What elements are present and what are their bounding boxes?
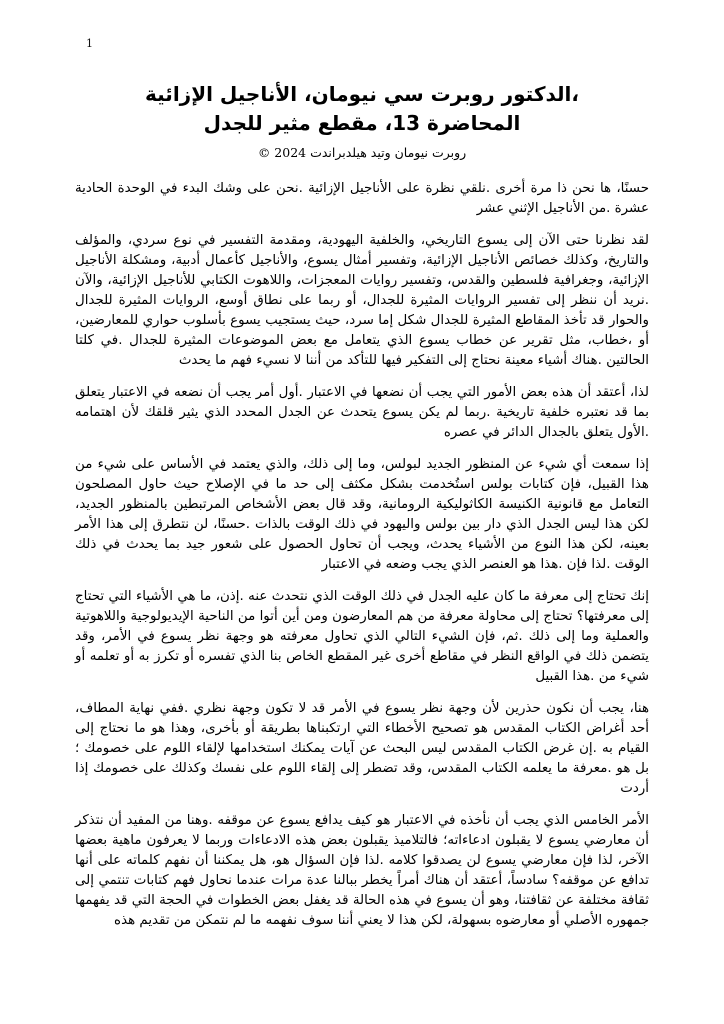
document-content bbox=[75, 80, 649, 943]
document-title-line1: ،الدكتور روبرت سي نيومان، الأناجيل الإزائية bbox=[145, 82, 579, 106]
body-text bbox=[75, 179, 649, 931]
document-title-line2: المحاضرة 13، مقطع مثير للجدل bbox=[203, 111, 521, 135]
body-paragraph: هنا، يجب أن نكون حذرين لأن وجهة نظر يسوع في الأمر قد لا تكون وجهة نظري .ففي نهاية المطاف، أحد أغراض الكتاب المقدس هو تصحيح الأخطاء التي ارتكبناها بطريقة أو بأخرى، وهذا هو ما نحتاج إلى القيام به .إن غرض الكتاب المقدس ليس البحث عن آيات يمكنك استخدامها لإلقاء اللوم على خصومك ؛ بل هو .معرفة ما يعلمه الكتاب المقدس، وقد تضطر إلى إلقاء اللوم على نفسك وكذلك على خصومك إذا أردت bbox=[75, 701, 649, 796]
byline: روبرت نيومان وتيد هيلدبراندت 2024 © bbox=[257, 145, 467, 160]
document-title bbox=[75, 80, 649, 138]
body-paragraph: إذا سمعت أي شيء عن المنظور الجديد لبولس، وما إلى ذلك، والذي يعتمد في الأساس على شيء من هذا القبيل، فإن كتابات بولس استُخدمت بشكل مكثف إلى حد ما في الإصلاح حيث حاول المصلحون التعامل مع قانونية الكنيسة الكاثوليكية الرومانية، وقد قال بعض الأشخاص المرتبطين بالمنظور الجديد، لكن هذا ليس الجدل الذي دار بين بولس واليهود في ذلك الوقت بالذات .حسنًا، لن نتطرق إلى هذا الأمر بعينه، لكن هذا النوع من الأشياء يحدث، ويجب أن تحاول الحصول على شعور جيد بما يحدث في ذلك الوقت .لذا فإن .هذا هو العنصر الذي يجب وضعه في الاعتبار bbox=[75, 457, 649, 572]
page-number: 1 bbox=[86, 37, 93, 50]
body-paragraph: حسنًا، ها نحن ذا مرة أخرى .نلقي نظرة على الأناجيل الإزائية .نحن على وشك البدء في الوحدة الحادية عشرة .من الأناجيل الإثني عشر bbox=[75, 181, 649, 216]
body-paragraph: الأمر الخامس الذي يجب أن نأخذه في الاعتبار هو كيف يدافع يسوع عن موقفه .وهنا من المفيد أن نتذكر أن معارضي يسوع لا يقبلون ادعاءاته؛ فالتلاميذ يقبلون بعض هذه الادعاءات وربما لا يعرفون ماهية بعضها الآخر، لذا فإن معارضي يسوع لن يصدقوا كلامه .لذا فإن السؤال هو، هل يمكننا أن نفهم كلماته على أنها تدافع عن موقفه؟ سادساً، أعتقد أن هناك أمراً يخطر ببالنا عدة مرات عندما نحاول فهم كتابات تنتمي إلى ثقافة مختلفة عن ثقافتنا، وهو أن يسوع في هذه الحالة قد يغفل بعض الخطوات في الحجة التي قد يفهمها جمهوره الأصلي أو معارضوه بسهولة، لكن هذا لا يعني أننا سوف نفهمه ما لم نتمكن من تقديم هذه bbox=[75, 813, 649, 928]
body-paragraph: لذا، أعتقد أن هذه بعض الأمور التي يجب أن نضعها في الاعتبار .أول أمر يجب أن نضعه في الاعتبار يتعلق بما قد نعتبره خلفية تاريخية .ربما لم يكن يسوع يتحدث عن الجدل المحدد الذي يثير قلقك لأن اهتمامه .الأول يتعلق بالجدال الدائر في عصره bbox=[75, 385, 649, 440]
body-paragraph: إنك تحتاج إلى معرفة ما كان عليه الجدل في ذلك الوقت الذي نتحدث عنه .إذن، ما هي الأشياء التي تحتاج إلى معرفتها؟ تحتاج إلى محاولة معرفة من هم المعارضون ومن أين أتوا من الناحية الإيديولوجية واللاهوتية والعملية وما إلى ذلك .ثم، فإن الشيء التالي الذي تحاول معرفته هو وجهة نظر يسوع في الأمر، وقد يتضمن ذلك في الواقع النظر في مقاطع أخرى غير المقطع الخاص بنا الذي تفسره أو تكرز به أو تعلمه أو شيء من .هذا القبيل bbox=[75, 589, 649, 684]
body-paragraph: لقد نظرنا حتى الآن إلى يسوع التاريخي، والخلفية اليهودية، ومقدمة التفسير في نوع سردي، والمؤلف والتاريخ، وكذلك خصائص الأناجيل الإزائية، وتفسير أمثال يسوع، والأناجيل كأعمال أدبية، ومشكلة الأناجيل الإزائية، وجغرافية فلسطين والقدس، وتفسير روايات المعجزات، واللاهوت الكتابي للأناجيل الإزائية، والآن .نريد أن ننظر إلى تفسير الروايات المثيرة للجدال، أو ربما على نطاق أوسع، الروايات المثيرة للجدال والحوار قد تأخذ المقاطع المثيرة للجدال شكل إما سرد، حيث يستجيب يسوع بأسلوب حواري للمعارضين، أو ،خطاب، مثل تقرير عن خطاب يسوع الذي يتعامل مع بعض الموضوعات المثيرة للجدال .في كلتا الحالتين .هناك أشياء معينة نحتاج إلى التفكير فيها للتأكد من أننا لا نسيء فهم ما يحدث bbox=[75, 233, 649, 368]
